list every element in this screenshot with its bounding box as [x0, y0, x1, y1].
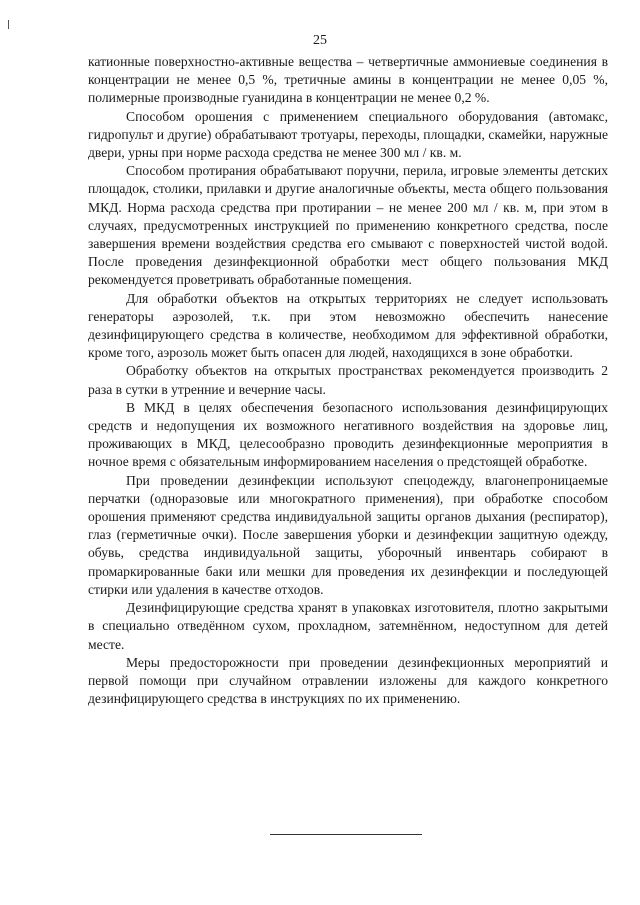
paragraph-storage: Дезинфицирующие средства хранят в упаковках изготовителя, плотно закрытыми в специально отведённом сухом, прохладном, затемнённом, недоступном для детей месте. [88, 600, 608, 652]
page-number: 25 [313, 33, 327, 48]
paragraph-treatment-frequency: Обработку объектов на открытых пространствах рекомендуется производить 2 раза в сутки в утренние и вечерние часы. [88, 363, 608, 397]
paragraph-wiping-method: Способом протирания обрабатывают поручни, перила, игровые элементы детских площадок, столики, прилавки и другие аналогичные объекты, места общего пользования МКД. Норма расхода средства при протирании – не менее 200 мл / кв. м, при этом в случаях, предусмотренных инструкцией по применению конкретного средства, после завершения времени воздействия средства его смывают с поверхностей чистой водой. После проведения дезинфекционной обработки мест общего пользования МКД рекомендуется проветривать обработанные помещения. [88, 163, 608, 288]
document-body [88, 53, 608, 708]
paragraph-night-treatment: В МКД в целях обеспечения безопасного использования дезинфицирующих средств и недопущения их возможного негативного воздействия на здоровье лиц, проживающих в МКД, целесообразно проводить дезинфекционные мероприятия в ночное время с обязательным информированием населения о предстоящей обработке. [88, 399, 608, 470]
paragraph-aerosol-warning: Для обработки объектов на открытых территориях не следует использовать генераторы аэрозолей, т.к. при этом невозможно обеспечить нанесение дезинфицирующего средства в количестве, необходимом для эффективной обработки, кроме того, аэрозоль может быть опасен для людей, находящихся в зоне обработки. [88, 290, 608, 361]
paragraph-spraying-method: Способом орошения с применением специального оборудования (автомакс, гидропульт и другие) обрабатывают тротуары, переходы, площадки, скамейки, наружные двери, урны при норме расхода средства не менее 300 мл / кв. м. [88, 108, 608, 161]
paragraph-precautions: Меры предосторожности при проведении дезинфекционных мероприятий и первой помощи при случайном отравлении изложены для каждого конкретного дезинфицирующего средства в инструкциях по их применению. [88, 654, 608, 707]
paragraph-protective-equipment: При проведении дезинфекции используют спецодежду, влагонепроницаемые перчатки (одноразовые или многократного применения), при обработке способом орошения применяют средства индивидуальной защиты органов дыхания (респиратор), глаз (герметичные очки). После завершения уборки и дезинфекции защитную одежду, обувь, средства индивидуальной защиты, уборочный инвентарь собирают в промаркированные баки или мешки для проведения их дезинфекции и последующей стирки или удаления в качестве отходов. [88, 472, 608, 597]
margin-tick-mark [8, 20, 9, 29]
end-divider-line [270, 834, 422, 835]
paragraph-surfactants: катионные поверхностно-активные вещества – четвертичные аммониевые соединения в концентрации не менее 0,5 %, третичные амины в концентрации не менее 0,05 %, полимерные производные гуанидина в концентрации не менее 0,2 %. [88, 54, 608, 106]
